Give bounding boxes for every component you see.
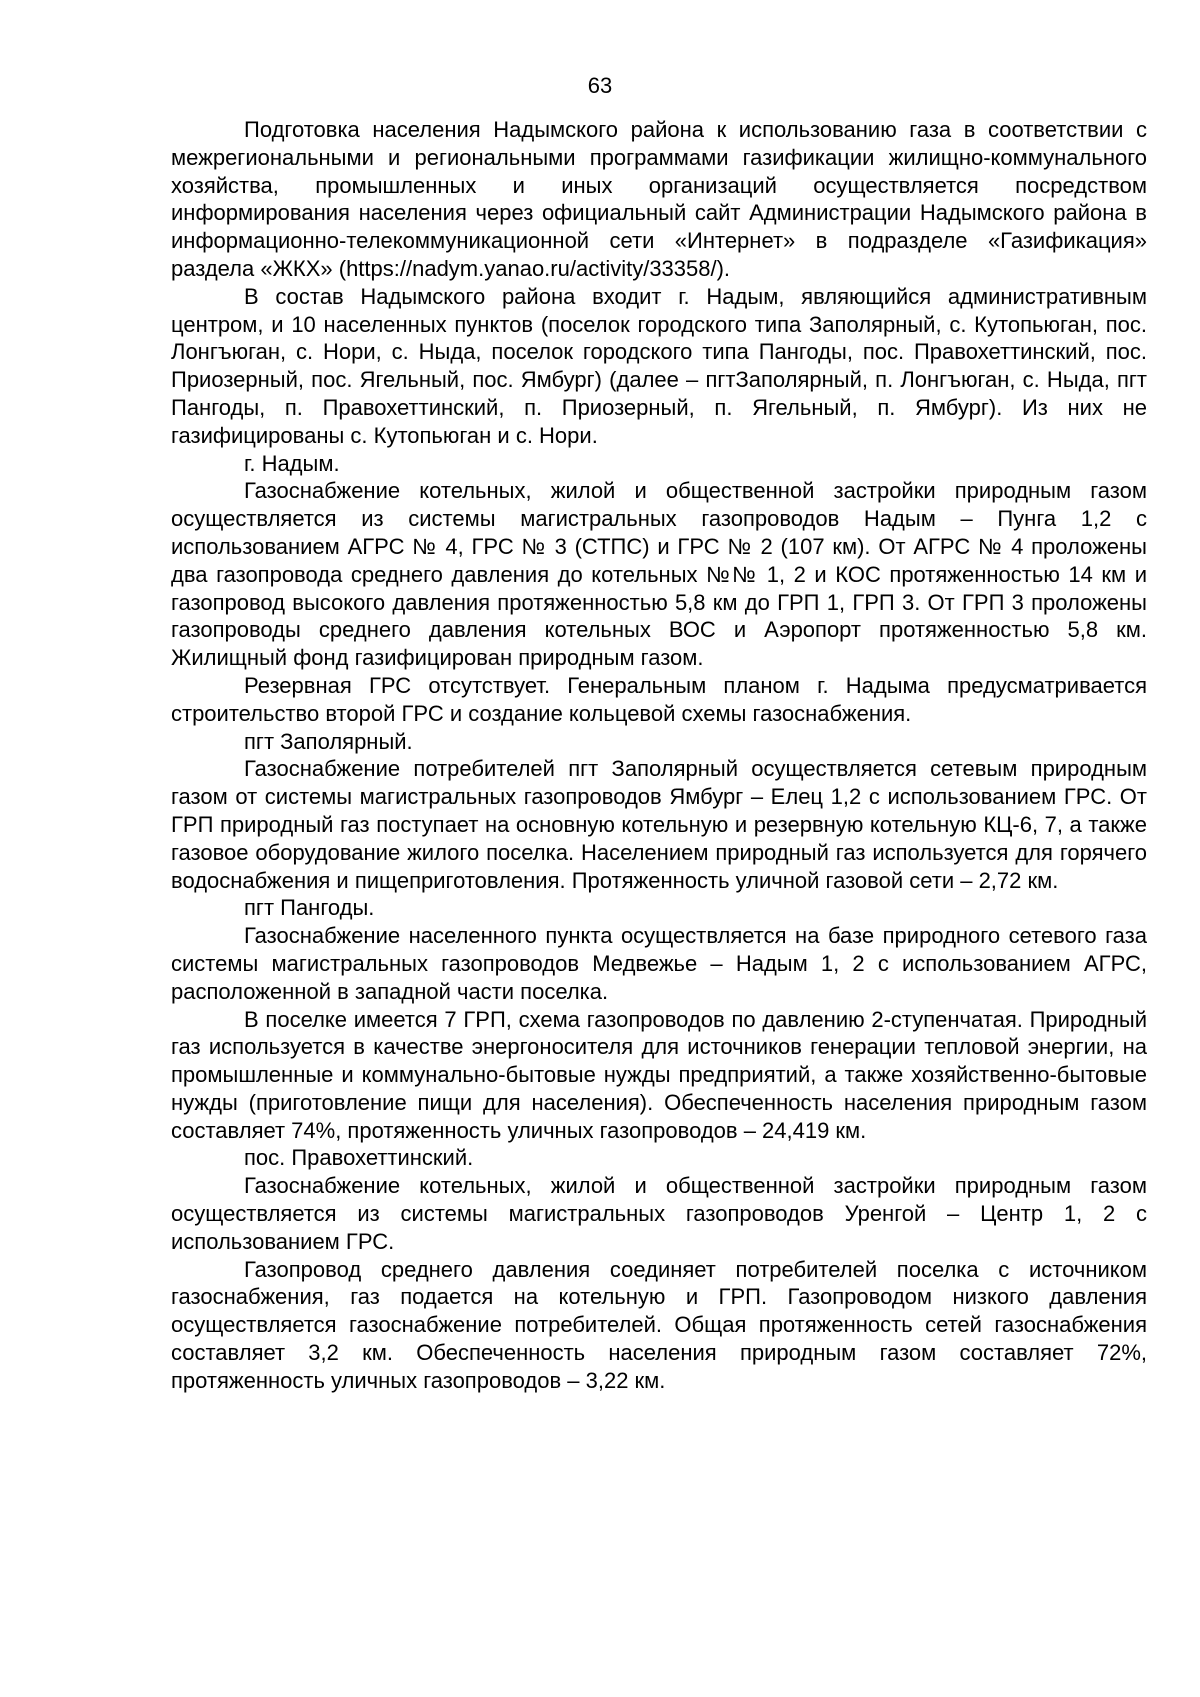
paragraph-zapolyarny-supply: Газоснабжение потребителей пгт Заполярный осуществляется сетевым природным газом от системы магистральных газопроводов Ямбург – Елец 1,2 с использованием ГРС. От ГРП природный газ поступает на основную котельную и резервную котельную КЦ-6, 7, а также газовое оборудование жилого поселка. Населением природный газ используется для горячего водоснабжения и пищеприготовления. Протяженность уличной газовой сети – 2,72 км. <box>171 756 1147 893</box>
paragraph-nadym-supply: Газоснабжение котельных, жилой и общественной застройки природным газом осуществляется из системы магистральных газопроводов Надым – Пунга 1,2 с использованием АГРС № 4, ГРС № 3 (СТПС) и ГРС № 2 (107 км). От АГРС № 4 проложены два газопровода среднего давления до котельных №№ 1, 2 и КОС протяженностью 14 км и газопровод высокого давления протяженностью 5,8 км до ГРП 1, ГРП 3. От ГРП 3 проложены газопроводы среднего давления котельных ВОС и Аэропорт протяженностью 5,8 км. Жилищный фонд газифицирован природным газом. <box>171 478 1147 671</box>
document-body <box>171 116 1147 1395</box>
page-number: 63 <box>587 73 613 98</box>
section-heading-pravokhettinsky: пос. Правохеттинский. <box>244 1145 474 1171</box>
section-heading-pangody: пгт Пангоды. <box>244 895 375 921</box>
paragraph-gas-readiness: Подготовка населения Надымского района к использованию газа в соответствии с межрегиональными и региональными программами газификации жилищно-коммунального хозяйства, промышленных и иных организаций осуществляется посредством информирования населения через официальный сайт Администрации Надымского района в информационно-телекоммуникационной сети «Интернет» в подразделе «Газификация» раздела «ЖКХ» (https://nadym.yanao.ru/activity/33358/). <box>171 117 1147 281</box>
paragraph-pravokhettinsky-supply: Газоснабжение котельных, жилой и общественной застройки природным газом осуществляется из системы магистральных газопроводов Уренгой – Центр 1, 2 с использованием ГРС. <box>171 1173 1147 1254</box>
paragraph-nadym-reserve: Резервная ГРС отсутствует. Генеральным планом г. Надыма предусматривается строительство второй ГРС и создание кольцевой схемы газоснабжения. <box>171 672 1147 726</box>
paragraph-pravokhettinsky-network: Газопровод среднего давления соединяет потребителей поселка с источником газоснабжения, газ подается на котельную и ГРП. Газопроводом низкого давления осуществляется газоснабжение потребителей. Общая протяженность сетей газоснабжения составляет 3,2 км. Обеспеченность населения природным газом составляет 72%, протяженность уличных газопроводов – 3,22 км. <box>171 1256 1147 1393</box>
section-heading-zapolyarny: пгт Заполярный. <box>244 728 413 754</box>
paragraph-pangody-supply: Газоснабжение населенного пункта осуществляется на базе природного сетевого газа системы магистральных газопроводов Медвежье – Надым 1, 2 с использованием АГРС, расположенной в западной части поселка. <box>171 923 1147 1004</box>
section-heading-nadym: г. Надым. <box>244 450 340 476</box>
paragraph-district-composition: В состав Надымского района входит г. Надым, являющийся административным центром, и 10 населенных пунктов (поселок городского типа Заполярный, с. Кутопьюган, пос. Лонгъюган, с. Нори, с. Ныда, поселок городского типа Пангоды, пос. Правохеттинский, пос. Приозерный, пос. Ягельный, пос. Ямбург) (далее – пгтЗаполярный, п. Лонгъюган, с. Ныда, пгт Пангоды, п. Правохеттинский, п. Приозерный, п. Ягельный, п. Ямбург). Из них не газифицированы с. Кутопьюган и с. Нори. <box>171 283 1147 448</box>
paragraph-pangody-network: В поселке имеется 7 ГРП, схема газопроводов по давлению 2-ступенчатая. Природный газ используется в качестве энергоносителя для источников генерации тепловой энергии, на промышленные и коммунально-бытовые нужды предприятий, а также хозяйственно-бытовые нужды (приготовление пищи для населения). Обеспеченность населения природным газом составляет 74%, протяженность уличных газопроводов – 24,419 км. <box>171 1006 1147 1143</box>
